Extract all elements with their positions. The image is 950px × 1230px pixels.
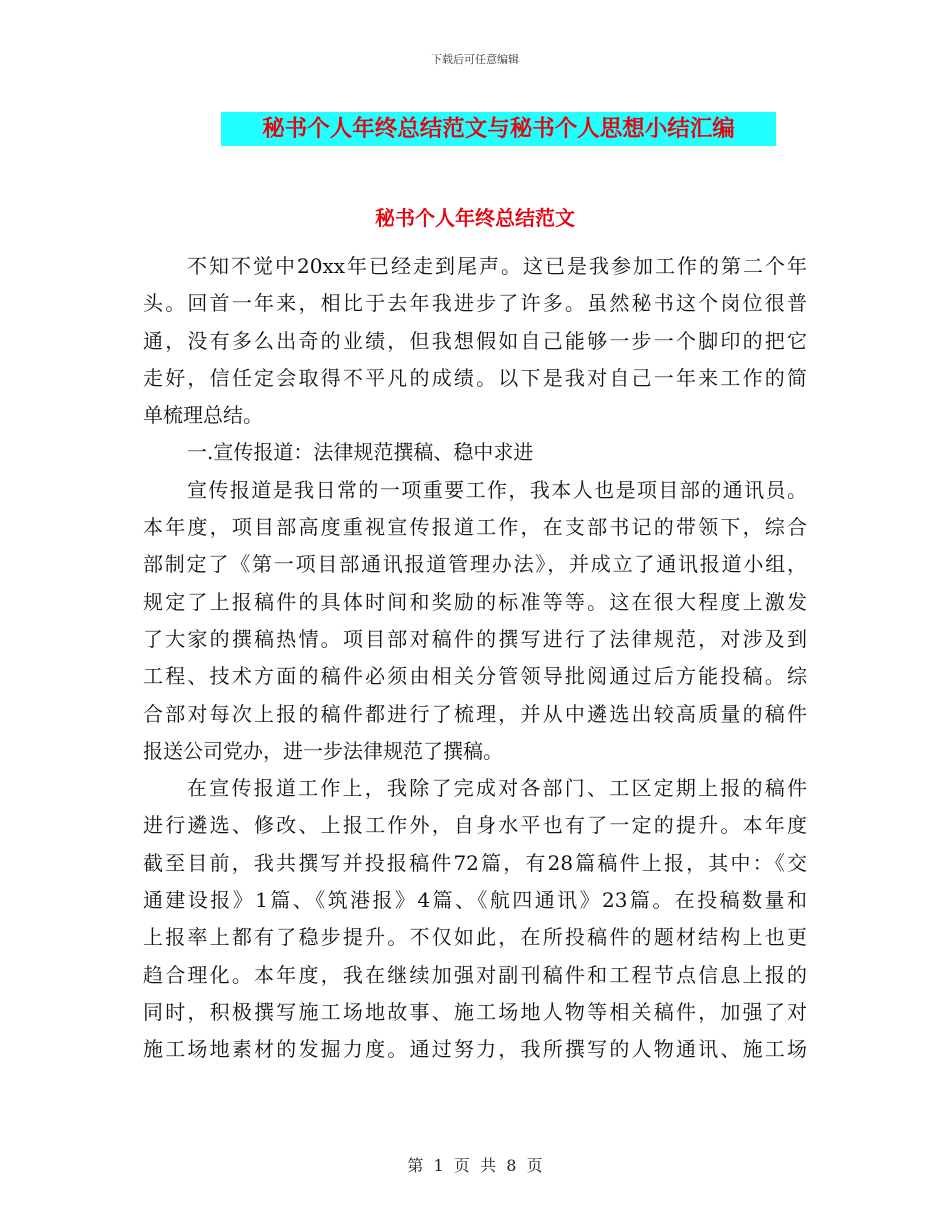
text-line: 在宣传报道工作上，我除了完成对各部门、工区定期上报的稿件 (187, 776, 807, 801)
text-line: 不知不觉中20xx年已经走到尾声。这已是我参加工作的第二个年 (187, 254, 807, 278)
text-line: 通建设报》1篇、《筑港报》4篇、《航四通讯》23篇。在投稿数量和 (143, 888, 807, 913)
section-title: 秘书个人年终总结范文 (375, 206, 575, 230)
text-line: 施工场地素材的发掘力度。通过努力，我所撰写的人物通讯、施工场 (143, 1037, 807, 1062)
text-line: 本年度，项目部高度重视宣传报道工作，在支部书记的带领下，综合 (143, 515, 807, 540)
body-text (143, 248, 807, 1069)
text-line: 同时，积极撰写施工场地故事、施工场地人物等相关稿件，加强了对 (143, 999, 807, 1024)
page-number: 第 1 页 共 8 页 (407, 1156, 543, 1175)
header-note: 下载后可任意编辑 (431, 53, 519, 66)
text-line: 截至目前，我共撰写并投报稿件72篇，有28篇稿件上报，其中：《交 (143, 850, 807, 875)
text-line: 走好，信任定会取得不平凡的成绩。以下是我对自己一年来工作的简 (143, 365, 807, 390)
text-line: 通，没有多么出奇的业绩，但我想假如自己能够一步一个脚印的把它 (143, 328, 807, 353)
text-line: 合部对每次上报的稿件都进行了梳理，并从中遴选出较高质量的稿件 (143, 701, 807, 726)
text-line: 趋合理化。本年度，我在继续加强对副刊稿件和工程节点信息上报的 (143, 962, 807, 987)
text-line: 头。回首一年来，相比于去年我进步了许多。虽然秘书这个岗位很普 (143, 291, 807, 316)
subsection-heading: 一.宣传报道：法律规范撰稿、稳中求进 (187, 440, 534, 465)
text-line: 报送公司党办，进一步法律规范了撰稿。 (143, 738, 503, 763)
text-line: 单梳理总结。 (143, 403, 263, 428)
text-line: 进行遴选、修改、上报工作外，自身水平也有了一定的提升。本年度 (143, 813, 807, 838)
text-line: 宣传报道是我日常的一项重要工作，我本人也是项目部的通讯员。 (187, 477, 807, 502)
text-line: 规定了上报稿件的具体时间和奖励的标准等等。这在很大程度上激发 (143, 589, 807, 614)
text-line: 上报率上都有了稳步提升。不仅如此，在所投稿件的题材结构上也更 (143, 925, 807, 950)
text-line: 部制定了《第一项目部通讯报道管理办法》，并成立了通讯报道小组， (143, 552, 807, 577)
main-title: 秘书个人年终总结范文与秘书个人思想小结汇编 (221, 112, 776, 146)
text-line: 了大家的撰稿热情。项目部对稿件的撰写进行了法律规范，对涉及到 (143, 626, 807, 651)
text-line: 工程、技术方面的稿件必须由相关分管领导批阅通过后方能投稿。综 (143, 664, 807, 689)
